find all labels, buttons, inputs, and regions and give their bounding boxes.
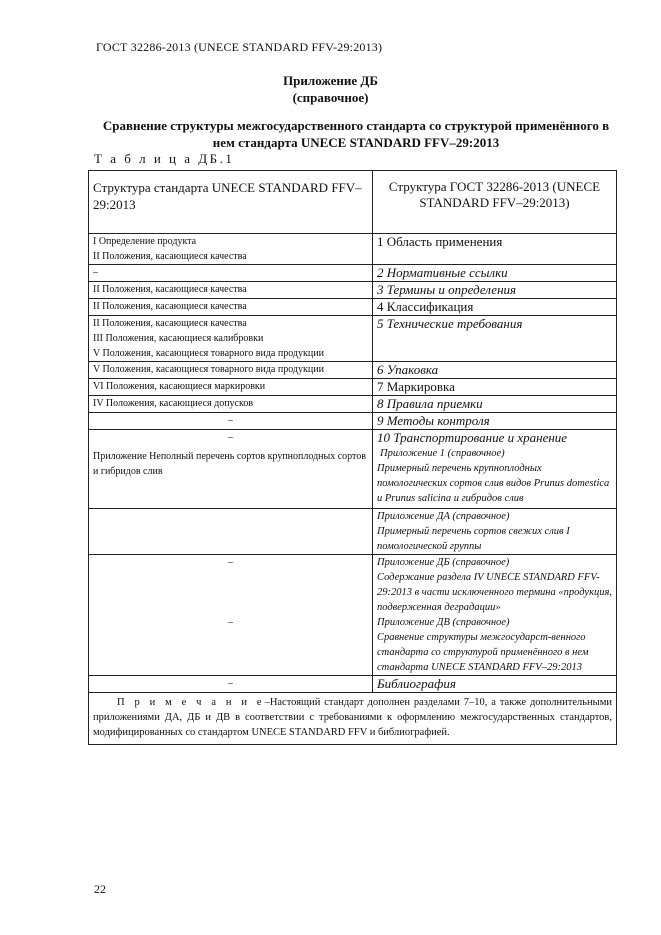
row-right-cell xyxy=(373,446,617,509)
table-row xyxy=(89,615,617,676)
right-text: Приложение ДА (справочное) xyxy=(377,511,510,522)
row-left-cell xyxy=(89,234,373,265)
annex-type: (справочное) xyxy=(292,90,369,105)
right-text: 10 Транспортирование и хранение xyxy=(377,430,568,445)
right-text: 9 Методы контроля xyxy=(377,413,490,428)
row-right-cell xyxy=(373,396,617,413)
right-text: 7 Маркировка xyxy=(377,379,455,394)
left-text: II Положения, касающиеся качества xyxy=(93,301,247,312)
left-text: II Положения, касающиеся качества xyxy=(93,251,247,262)
row-left-cell xyxy=(89,509,373,555)
right-text: Библиография xyxy=(377,676,456,691)
table-row xyxy=(89,299,617,316)
left-text: – xyxy=(93,267,98,278)
right-text: 4 Классификация xyxy=(377,299,474,314)
left-text: II Положения, касающиеся качества xyxy=(93,284,247,295)
table-row xyxy=(89,430,617,447)
row-left-cell xyxy=(89,430,373,509)
left-text: – xyxy=(228,678,233,689)
table-row xyxy=(89,316,617,362)
right-text: Приложение 1 (справочное) xyxy=(380,448,505,459)
table-row xyxy=(89,676,617,693)
table-row xyxy=(89,379,617,396)
structure-comparison-table xyxy=(88,170,617,745)
left-text: II Положения, касающиеся качества xyxy=(93,318,247,329)
right-text: Приложение ДВ (справочное) xyxy=(377,617,510,628)
left-text: I Определение продукта xyxy=(93,236,197,247)
annex-title xyxy=(0,72,661,106)
col2-header: Структура ГОСТ 32286-2013 (UNECE STANDARD FFV–29:2013) xyxy=(373,171,617,234)
right-text: 3 Термины и определения xyxy=(377,282,517,297)
row-right-cell xyxy=(373,379,617,396)
left-text: V Положения, касающиеся товарного вида продукции xyxy=(93,348,324,359)
table-row xyxy=(89,555,617,616)
row-left-cell xyxy=(89,362,373,379)
table-row xyxy=(89,234,617,265)
row-right-cell xyxy=(373,362,617,379)
row-left-cell xyxy=(89,413,373,430)
left-text: III Положения, касающиеся калибровки xyxy=(93,333,264,344)
row-right-cell xyxy=(373,430,617,447)
right-text: 8 Правила приемки xyxy=(377,396,483,411)
document-header: ГОСТ 32286-2013 (UNECE STANDARD FFV-29:2013) xyxy=(96,40,383,54)
right-text: 1 Область применения xyxy=(377,234,503,249)
row-left-cell xyxy=(89,615,373,676)
left-text: VI Положения, касающиеся маркировки xyxy=(93,381,266,392)
right-text: 2 Нормативные ссылки xyxy=(377,265,508,280)
row-left-cell xyxy=(89,555,373,616)
table-row xyxy=(89,396,617,413)
right-text: Приложение ДБ (справочное) xyxy=(377,557,510,568)
table-row xyxy=(89,509,617,555)
table-row xyxy=(89,413,617,430)
table-row xyxy=(89,265,617,282)
row-left-cell xyxy=(89,676,373,693)
row-left-cell xyxy=(89,316,373,362)
left-text: – xyxy=(228,617,233,628)
note-text: –Настоящий стандарт дополнен разделами 7–10, а также дополнительными приложениями ДА, ДБ и ДВ в соответствии с требованиями к оформлению межгосударственных стандартов, модифицированных со стандартом UNECE STANDARD FFV и библиографией. xyxy=(93,697,612,738)
row-left-cell xyxy=(89,379,373,396)
left-text: V Положения, касающиеся товарного вида продукции xyxy=(93,364,324,375)
row-left-cell xyxy=(89,282,373,299)
table-note-row xyxy=(89,693,617,745)
col1-header: Структура стандарта UNECE STANDARD FFV–29:2013 xyxy=(89,171,373,234)
right-text: 5 Технические требования xyxy=(377,316,523,331)
row-right-cell xyxy=(373,299,617,316)
table-row xyxy=(89,282,617,299)
row-left-cell xyxy=(89,265,373,282)
left-text: IV Положения, касающиеся допусков xyxy=(93,398,254,409)
left-text: Приложение Неполный перечень сортов крупноплодных сортов и гибридов слив xyxy=(93,451,366,477)
row-left-cell xyxy=(89,396,373,413)
table-row xyxy=(89,362,617,379)
right-text: Сравнение структуры межгосударст-венного стандарта со структурой применённого в нем стандарта UNECE STANDARD FFV–29:2013 xyxy=(377,632,589,673)
row-right-cell xyxy=(373,265,617,282)
note-lead: П р и м е ч а н и е xyxy=(117,697,265,708)
right-text: Примерный перечень крупноплодных помологических сортов слив видов Prunus domestica и Prunus salicina и гибридов слив xyxy=(377,463,610,504)
row-right-cell xyxy=(373,676,617,693)
table-note xyxy=(89,693,617,745)
row-right-cell xyxy=(373,509,617,555)
row-right-cell xyxy=(373,234,617,265)
left-text: – xyxy=(228,432,233,443)
row-right-cell xyxy=(373,555,617,616)
row-right-cell xyxy=(373,282,617,299)
row-right-cell xyxy=(373,316,617,362)
comparison-title: Сравнение структуры межгосударственного стандарта со структурой применённого в нем стандарта UNECE STANDARD FFV–29:2013 xyxy=(102,118,610,150)
row-right-cell xyxy=(373,615,617,676)
left-text: – xyxy=(228,557,233,568)
row-left-cell xyxy=(89,299,373,316)
right-text: 6 Упаковка xyxy=(377,362,439,377)
table-header-row xyxy=(89,171,617,234)
left-text: – xyxy=(228,415,233,426)
right-text: Содержание раздела IV UNECE STANDARD FFV-29:2013 в части исключенного термина «продукция, подверженная деградации» xyxy=(377,572,612,613)
table-label: Т а б л и ц а ДБ.1 xyxy=(94,151,235,166)
page-number: 22 xyxy=(94,882,106,896)
annex-name: Приложение ДБ xyxy=(283,73,378,88)
row-right-cell xyxy=(373,413,617,430)
right-text: Примерный перечень сортов свежих слив I помологической группы xyxy=(377,526,570,552)
